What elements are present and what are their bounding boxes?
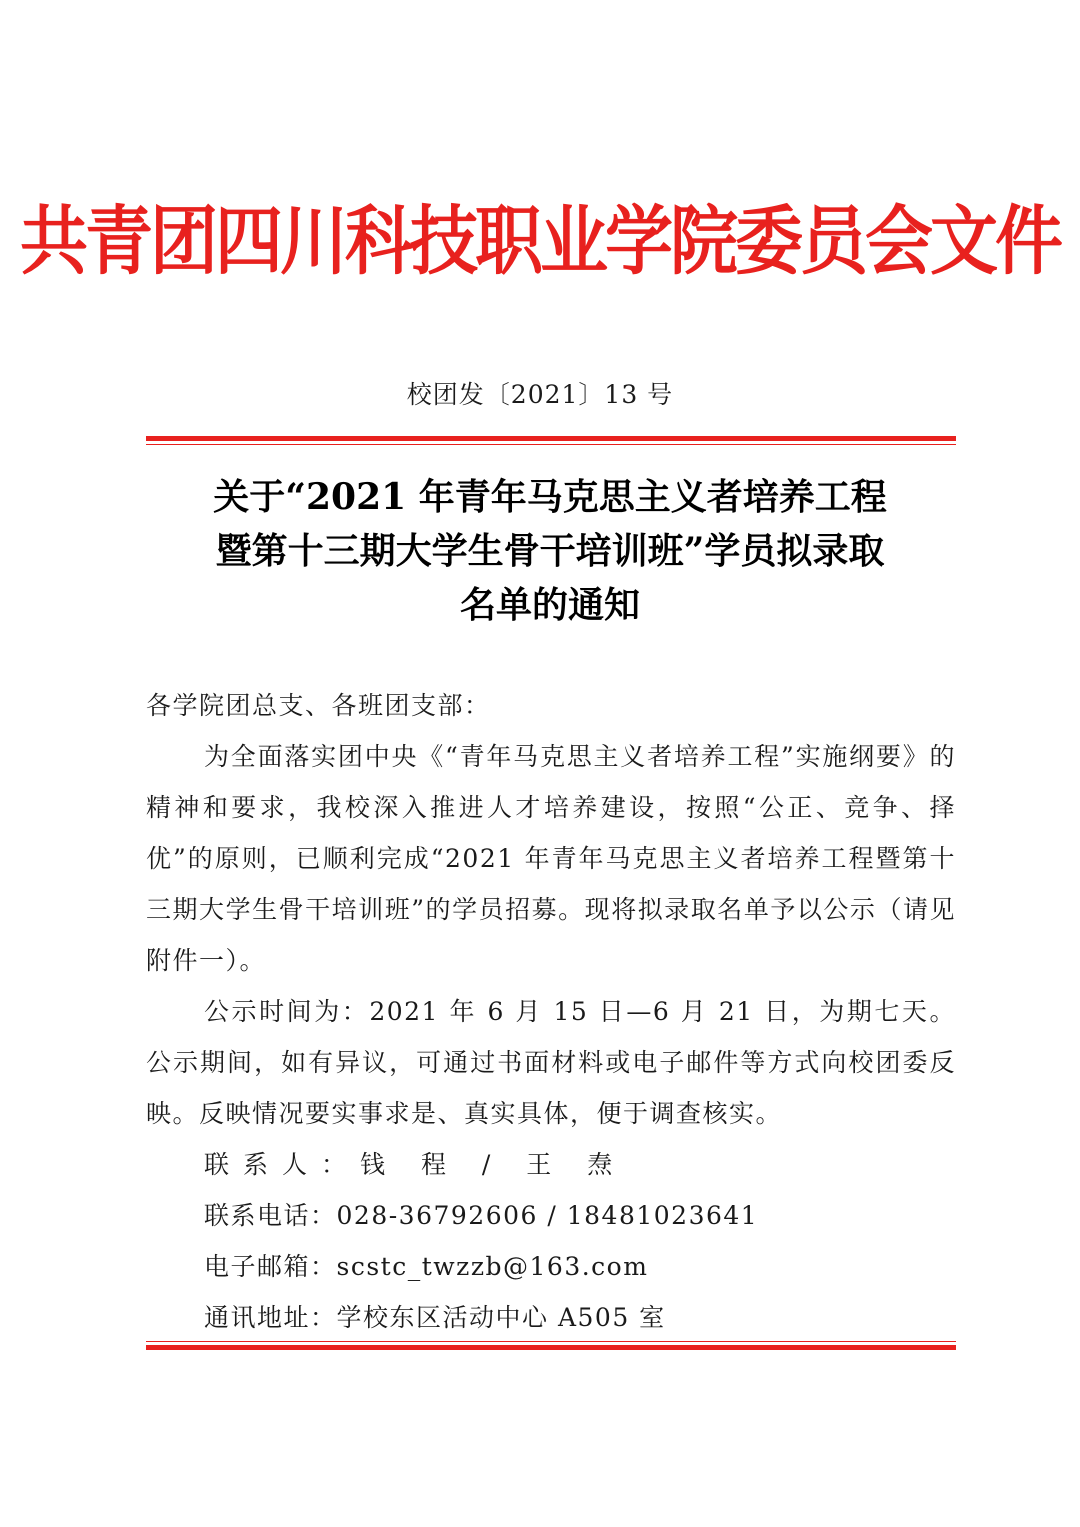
contact-person-value: 钱 程 / 王 焘 (360, 1150, 627, 1179)
document-header-title: 共青团四川科技职业学院委员会文件 (19, 199, 1060, 286)
salutation: 各学院团总支、各班团支部： (146, 691, 491, 720)
contact-phone (146, 1190, 956, 1241)
contact-person (146, 1139, 956, 1190)
notice-title-line-1: 关于“2021 年青年马克思主义者培养工程 (213, 476, 887, 518)
contact-address (146, 1292, 956, 1343)
contact-email-value: scstc_twzzb@163.com (336, 1252, 649, 1281)
header-divider-thick (146, 436, 956, 441)
contact-address-label: 通讯地址： (204, 1303, 337, 1332)
contact-email-label: 电子邮箱： (204, 1252, 337, 1281)
contact-phone-value: 028-36792606 / 18481023641 (336, 1201, 759, 1230)
header-divider (146, 436, 956, 445)
footer-divider-thin (146, 1341, 956, 1342)
paragraph-1: 为全面落实团中央《“青年马克思主义者培养工程”实施纲要》的精神和要求，我校深入推进人才培养建设，按照“公正、竞争、择优”的原则，已顺利完成“2021 年青年马克思主义者培养工程暨第十三期大学生骨干培训班”的学员招募。现将拟录取名单予以公示（请见附件一）。 (146, 742, 956, 975)
contact-person-label: 联系人： (204, 1150, 361, 1179)
footer-divider-thick (146, 1345, 956, 1350)
paragraph-2: 公示时间为：2021 年 6 月 15 日—6 月 21 日，为期七天。公示期间，如有异议，可通过书面材料或电子邮件等方式向校团委反映。反映情况要实事求是、真实具体，便于调查核实。 (146, 997, 956, 1128)
contact-email (146, 1241, 956, 1292)
notice-body (146, 680, 956, 1343)
footer-divider (146, 1341, 956, 1350)
document-number: 校团发〔2021〕13 号 (406, 380, 674, 409)
notice-title (120, 470, 980, 632)
header-divider-thin (146, 444, 956, 445)
notice-title-line-2: 暨第十三期大学生骨干培训班”学员拟录取 (215, 530, 885, 572)
notice-title-line-3: 名单的通知 (459, 584, 640, 626)
contact-address-value: 学校东区活动中心 A505 室 (336, 1303, 666, 1332)
contact-phone-label: 联系电话： (204, 1201, 337, 1230)
